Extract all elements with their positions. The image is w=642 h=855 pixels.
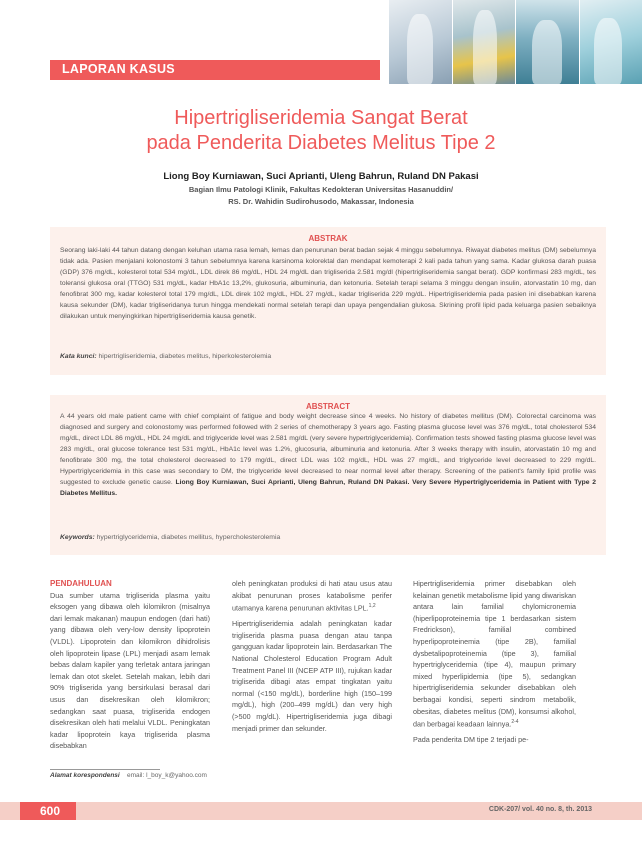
abstrak-keywords — [60, 353, 271, 360]
abstract-box — [50, 395, 606, 555]
correspondence-note — [50, 772, 207, 779]
abstract-title: ABSTRACT — [306, 402, 350, 411]
body-paragraph-5: Pada penderita DM tipe 2 terjadi pe- — [413, 735, 529, 745]
section-banner — [50, 60, 380, 80]
body-column-2 — [232, 578, 392, 738]
abstrak-text: Seorang laki-laki 44 tahun datang dengan keluhan utama rasa lemah, lemas dan penurunan berat badan sejak 4 minggu sebelumnya. Riwayat diabetes melitus (DM) sebelumnya tidak ada. Pasien menjalani kolonostomi 3 tahun sebelumnya karena karsinoma kolorektal dan mendapat kemoterapi 2 kali pada tahun yang sama. Kadar glukosa darah puasa (GDP) 376 mg/dL, kolesterol total 534 mg/dL, LDL direk 86 mg/dL, HDL 24 mg/dL dan trigliserida 2.581 mg/dl (hipertrigliseridemia sangat berat). GDP konfirmasi 283 mg/dL, tes toleransi glukosa oral (TTGO) 531 mg/dL, kadar HbA1c 13,2%, glukosuria, albuminuria, dan ketonuria. Setelah terapi selama 3 minggu dengan insulin, atorvastatin 10 mg, dan fenofibrat 300 mg, kadar kolesterol total 179 mg/dL, LDL direk 102 mg/dL, HDL 27 mg/dL, kadar trigliserida 229 mg/dL. Hipertrigliseridemia pada pasien ini disebabkan karena kausa sekunder (DM), kadar trigliseridanya turun hingga mendekati normal setelah terapi dan upaya pengendalian glukosa. Skrining profil lipid pada keluarga pasien sebaiknya dilakukan untuk menyingkirkan hipertrigliseridemia kausa genetik. — [60, 247, 596, 320]
abstract-citation: Liong Boy Kurniawan, Suci Aprianti, Uleng Bahrun, Ruland DN Pakasi. Very Severe Hypertriglyceridemia in Patient with Type 2 Diabetes Mellitus. — [60, 479, 596, 497]
abstract-keywords — [60, 534, 280, 541]
correspondence-email: email: l_boy_k@yahoo.com — [126, 772, 207, 779]
header-photo-strip — [388, 0, 642, 84]
section-heading: PENDAHULUAN — [50, 579, 112, 588]
abstract-keywords-label: Keywords: — [60, 534, 95, 541]
abstract-body — [60, 411, 596, 499]
article-title-line1: Hipertrigliseridemia Sangat Berat — [174, 107, 468, 129]
affiliation-line2: RS. Dr. Wahidin Sudirohusodo, Makassar, Indonesia — [228, 197, 414, 206]
page-number: 600 — [40, 804, 61, 818]
body-paragraph-3: Hipertrigliseridemia adalah peningkatan kadar trigliserida plasma puasa dengan atau tanpa gangguan kadar lipoprotein lain. Berdasarkan The National Cholesterol Education Program Adult Treatment Panel III (NCEP ATP III), rujukan kadar trigliserida dibagi atas empat tingkatan yaitu normal (<150 mg/dL), borderline high (150–199 mg/dL), high (200–499 mg/dL) dan very high (>500 mg/dL). Hipertrigliseridemia juga dibagi menjadi primer dan sekunder. — [232, 619, 392, 733]
body-paragraph-4: Hipertrigliseridemia primer disebabkan oleh kelainan genetik metabolisme lipid yang diwariskan antara lain familial chylomicronemia (hiperlipoproteinemia tipe 1 berdasarkan sistem Fredrickson), familial combined hyperlipoproteinemia (tipe 2B), familial dysbetalipoproteinemia (tipe 3), familial hypertriglyceridemia (tipe 4), maupun primary mixed hyperlipidemia (tipe 5), sedangkan hipertrigliseridemia sekunder disebabkan oleh berbagai kondisi, seperti sindrom metabolik, obesitas, diabetes melitus (DM), konsumsi alkohol, dan berbagai keadaan lainnya.$^{2-4}$ — [413, 579, 577, 729]
header-photo-surgeon — [453, 0, 516, 84]
body-paragraph-2: oleh peningkatan produksi di hati atau usus atau akibat penurunan proses katabolisme perifer utamanya karena penurunan aktivitas LPL.$^{1,2}$ — [232, 579, 392, 613]
header-photo-operating-room — [516, 0, 579, 84]
header-photo-surgery-team — [580, 0, 642, 84]
footnote-divider — [50, 769, 160, 770]
abstract-text: A 44 years old male patient came with chief complaint of fatigue and body weight decrease since 4 weeks. No history of diabetes mellitus (DM). Colorectal carcinoma was diagnosed and surgery and colonostomy was performed followed with 2 series of chemotherapy 3 years ago. Fasting plasma glucose level was 376 mg/dL, total cholesterol 534 mg/dL, direct LDL 86 mg/dL, HDL 24 mg/dL and triglyceride level was 2.581 mg/dL (very severe hypertriglyceridemia). Confirmation tests showed fasting plasma glucose level was 283 mg/dL, oral glucose tolerance test 531 mg/dL, HbA1c level was 1.2%, glucosuria, albuminuria and ketonuria. After 3 weeks therapy with insulin, atorvastatin 10 mg and fenofibrate 300 mg, the total cholesterol decreased to 179 mg/dL, direct LDL was 102 mg/dL, HDL was 27 mg/dL, and triglyceride level decreased to 229 mg/dL. Hypertriglyceridemia in this case was secondary to DM, the triglyceride level decreased to near normal level after therapy. Screening of the patient's family lipid profile was suggested to exclude genetic cause. — [60, 413, 596, 486]
abstrak-keywords-text: hipertrigliseridemia, diabetes melitus, hiperkolesterolemia — [98, 353, 272, 360]
article-title-line2: pada Penderita Diabetes Melitus Tipe 2 — [146, 132, 496, 154]
author-list: Liong Boy Kurniawan, Suci Aprianti, Uleng Bahrun, Ruland DN Pakasi — [163, 171, 479, 182]
body-paragraph-1: Dua sumber utama trigliserida plasma yaitu eksogen yang dibawa oleh kilomikron (misalnya dari lemak makanan) maupun endogen (dari hati) yang dibawa oleh very-low density lipoprotein (VLDL). Lipoprotein dan kilomikron dihidrolisis oleh lipoprotein lipase (LPL) menjadi asam lemak bebas dalam kapiler yang terletak antara jaringan lemak dan otot skelet. Setelah makan, lebih dari 90% trigliserida yang bersirkulasi berasal dari usus dan disekresikan oleh kilomikron; sedangkan saat puasa, trigliserida endogen disekresikan oleh hati melalui VLDL. Peningkatan kadar lipoprotein kaya trigliserida plasma disebabkan — [50, 590, 210, 751]
section-label: LAPORAN KASUS — [62, 62, 175, 76]
correspondence-label: Alamat korespondensi — [50, 772, 120, 779]
header-photo-doctor — [389, 0, 452, 84]
body-column-3 — [413, 578, 576, 750]
journal-reference: CDK-207/ vol. 40 no. 8, th. 2013 — [488, 806, 592, 813]
abstract-keywords-text: hypertriglyceridemia, diabetes mellitus, hypercholesterolemia — [96, 534, 281, 541]
body-column-1 — [50, 578, 210, 756]
affiliation-line1: Bagian Ilmu Patologi Klinik, Fakultas Kedokteran Universitas Hasanuddin/ — [188, 185, 454, 194]
abstrak-title: ABSTRAK — [308, 234, 348, 243]
abstrak-box — [50, 227, 606, 375]
abstrak-keywords-label: Kata kunci: — [60, 353, 97, 360]
